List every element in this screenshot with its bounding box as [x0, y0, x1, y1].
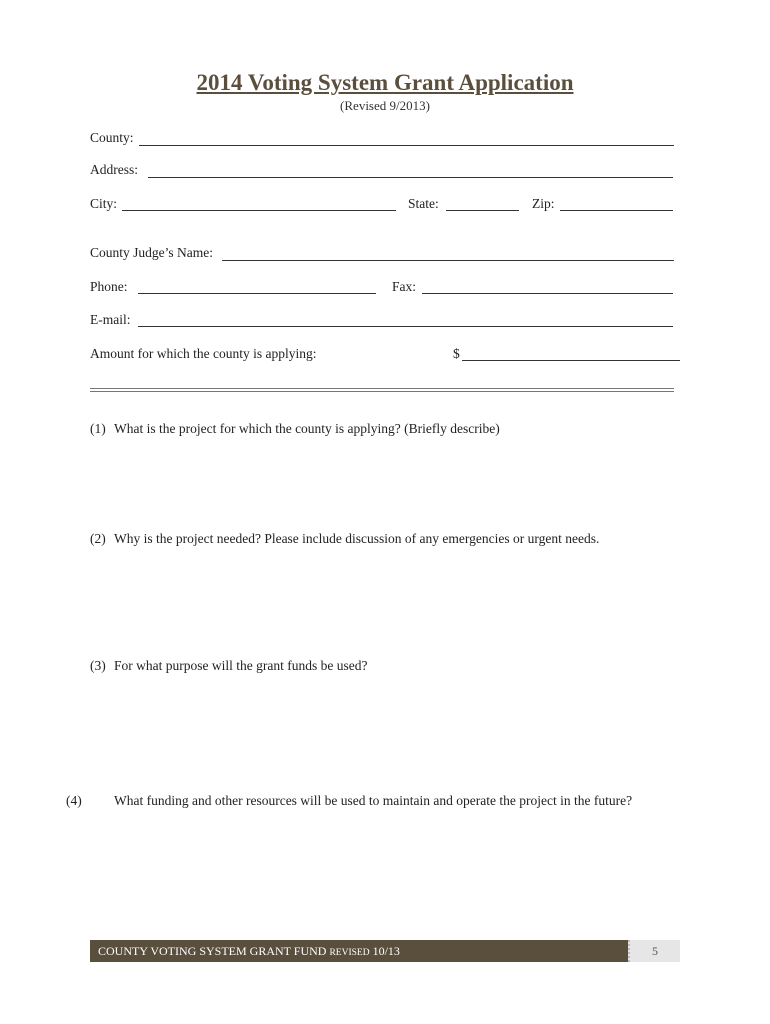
fax-label: Fax: — [392, 279, 417, 294]
footer-date: 10/13 — [372, 944, 400, 958]
question-text: What is the project for which the county is applying? (Briefly describe) — [114, 421, 500, 436]
question-3 — [90, 656, 680, 675]
city-field[interactable] — [122, 210, 396, 211]
page-subtitle: (Revised 9/2013) — [340, 98, 430, 113]
zip-field[interactable] — [560, 210, 673, 211]
question-number: (2) — [90, 531, 106, 546]
question-text: Why is the project needed? Please include discussion of any emergencies or urgent needs. — [114, 531, 600, 546]
phone-field[interactable] — [138, 293, 376, 294]
county-judge-field[interactable] — [222, 260, 674, 261]
question-text: For what purpose will the grant funds be used? — [114, 658, 368, 673]
footer-title: COUNTY VOTING SYSTEM GRANT FUND — [98, 944, 327, 958]
county-judge-label: County Judge’s Name: — [90, 245, 213, 260]
county-label: County: — [90, 130, 134, 145]
state-label: State: — [408, 196, 439, 211]
amount-label: Amount for which the county is applying: — [90, 346, 317, 361]
address-label: Address: — [90, 162, 138, 177]
question-number: (3) — [90, 658, 106, 673]
state-field[interactable] — [446, 210, 519, 211]
email-field[interactable] — [138, 326, 673, 327]
county-field[interactable] — [139, 145, 674, 146]
question-2 — [90, 529, 680, 548]
fax-field[interactable] — [422, 293, 673, 294]
email-label: E-mail: — [90, 312, 131, 327]
amount-field[interactable] — [462, 360, 680, 361]
footer-label — [90, 940, 628, 962]
footer-revised: REVISED — [329, 948, 370, 958]
question-number: (4) — [66, 793, 82, 808]
question-text: What funding and other resources will be used to maintain and operate the project in the future? — [114, 793, 633, 808]
phone-label: Phone: — [90, 279, 128, 294]
page-title: 2014 Voting System Grant Application — [196, 70, 574, 95]
section-divider — [90, 388, 674, 392]
question-number: (1) — [90, 421, 106, 436]
page-footer — [90, 940, 680, 962]
question-4 — [66, 791, 680, 810]
zip-label: Zip: — [532, 196, 555, 211]
city-label: City: — [90, 196, 118, 211]
dollar-sign: $ — [453, 346, 460, 361]
question-1 — [90, 419, 680, 438]
page-number: 5 — [628, 940, 680, 962]
address-field[interactable] — [148, 177, 673, 178]
